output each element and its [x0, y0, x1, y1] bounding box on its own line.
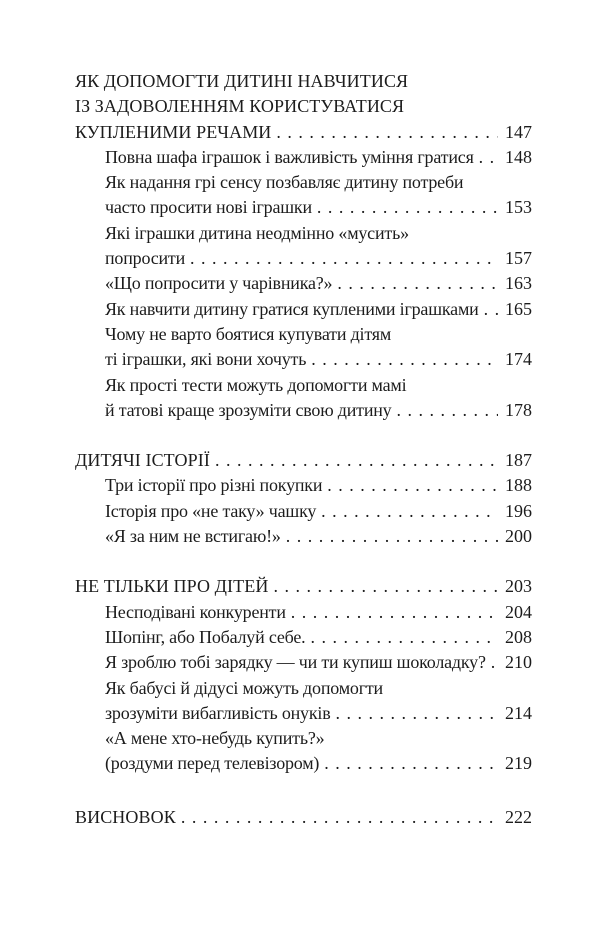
- toc-entry: [75, 347, 532, 372]
- toc-section-title-line: [75, 120, 532, 145]
- page-number: 163: [505, 273, 532, 294]
- toc-section-title-line: [75, 448, 532, 473]
- dot-leader: [491, 650, 498, 675]
- dot-leader: [190, 246, 498, 271]
- toc-text: Як прості тести можуть допомогти мамі: [105, 374, 407, 395]
- toc-text: Несподівані конкуренти: [105, 601, 286, 622]
- toc-entry: [75, 600, 532, 625]
- page-number: 153: [505, 197, 532, 218]
- toc-text: Три історії про різні покупки: [105, 475, 323, 496]
- page-number: 157: [505, 248, 532, 269]
- toc-text: й татові краще зрозуміти свою дитину: [105, 399, 392, 420]
- toc-section-title-line: [75, 805, 532, 830]
- toc-entry: [75, 726, 532, 751]
- page-number: 188: [505, 475, 532, 496]
- toc-text: «Що попросити у чарівника?»: [105, 273, 333, 294]
- toc-entry: [75, 524, 532, 549]
- page-number: 174: [505, 349, 532, 370]
- dot-leader: [273, 574, 498, 599]
- toc-text: КУПЛЕНИМИ РЕЧАМИ: [75, 121, 272, 142]
- dot-leader: [286, 524, 498, 549]
- dot-leader: [181, 805, 498, 830]
- toc-text: зрозуміти вибагливість онуків: [105, 702, 331, 723]
- toc-entry: [75, 145, 532, 170]
- page-number: 165: [505, 298, 532, 319]
- toc-text: (роздуми перед телевізором): [105, 753, 320, 774]
- page-number: 203: [505, 576, 532, 597]
- toc-entry: [75, 398, 532, 423]
- page-number: 200: [505, 526, 532, 547]
- toc-entry: [75, 473, 532, 498]
- dot-leader: [327, 473, 498, 498]
- toc-entry: [75, 221, 532, 246]
- toc-text: Як надання грі сенсу позбавляє дитину потреби: [105, 172, 464, 193]
- toc-entry: [75, 751, 532, 776]
- toc-text: Чому не варто боятися купувати дітям: [105, 323, 392, 344]
- dot-leader: [215, 448, 498, 473]
- toc-text: ті іграшки, які вони хочуть: [105, 349, 307, 370]
- toc-entry: [75, 499, 532, 524]
- dot-leader: [276, 120, 498, 145]
- toc-text: Повна шафа іграшок і важливість уміння гратися: [105, 146, 474, 167]
- page-number: 219: [505, 753, 532, 774]
- page-number: 147: [505, 121, 532, 142]
- page-number: 210: [505, 652, 532, 673]
- toc-entry: [75, 650, 532, 675]
- toc-entry: [75, 170, 532, 195]
- toc-section-title-line: [75, 94, 532, 119]
- toc-entry: [75, 271, 532, 296]
- toc-text: ДИТЯЧІ ІСТОРІЇ: [75, 450, 210, 471]
- dot-leader: [337, 271, 498, 296]
- toc-text: НЕ ТІЛЬКИ ПРО ДІТЕЙ: [75, 576, 269, 597]
- toc-entry: [75, 373, 532, 398]
- toc-entry: [75, 625, 532, 650]
- toc-text: попросити: [105, 248, 186, 269]
- toc-section-title-line: [75, 574, 532, 599]
- dot-leader: [321, 499, 498, 524]
- page-number: 208: [505, 626, 532, 647]
- dot-leader: [484, 297, 498, 322]
- toc-text: «Я за ним не встигаю!»: [105, 526, 281, 547]
- toc-text: Історія про «не таку» чашку: [105, 500, 317, 521]
- toc-entry: [75, 297, 532, 322]
- toc-entry: [75, 246, 532, 271]
- toc-text: «А мене хто-небудь купить?»: [105, 728, 325, 749]
- dot-leader: [324, 751, 498, 776]
- toc-text: Я зроблю тобі зарядку — чи ти купиш шоколадку?: [105, 652, 486, 673]
- dot-leader: [317, 195, 498, 220]
- dot-leader: [336, 701, 498, 726]
- toc-entry: [75, 322, 532, 347]
- dot-leader: [310, 625, 498, 650]
- toc-text: Як навчити дитину гратися купленими іграшками: [105, 298, 479, 319]
- dot-leader: [479, 145, 498, 170]
- page-number: 148: [505, 146, 532, 167]
- toc-text: Шопінг, або Побалуй себе.: [105, 626, 306, 647]
- toc-text: ІЗ ЗАДОВОЛЕННЯМ КОРИСТУВАТИСЯ: [75, 96, 405, 117]
- page-number: 187: [505, 450, 532, 471]
- toc-text: часто просити нові іграшки: [105, 197, 312, 218]
- toc-text: ЯК ДОПОМОГТИ ДИТИНІ НАВЧИТИСЯ: [75, 71, 409, 91]
- toc-text: Як бабусі й дідусі можуть допомогти: [105, 677, 383, 698]
- toc-section-title-line: [75, 69, 532, 94]
- toc-text: Які іграшки дитина неодмінно «мусить»: [105, 222, 409, 243]
- page-number: 196: [505, 500, 532, 521]
- toc-entry: [75, 676, 532, 701]
- dot-leader: [397, 398, 499, 423]
- page-number: 178: [505, 399, 532, 420]
- page-number: 204: [505, 601, 532, 622]
- toc-entry: [75, 195, 532, 220]
- toc-entry: [75, 701, 532, 726]
- page-number: 214: [505, 702, 532, 723]
- dot-leader: [291, 600, 498, 625]
- page-number: 222: [505, 806, 532, 827]
- toc-text: ВИСНОВОК: [75, 806, 176, 827]
- dot-leader: [311, 347, 498, 372]
